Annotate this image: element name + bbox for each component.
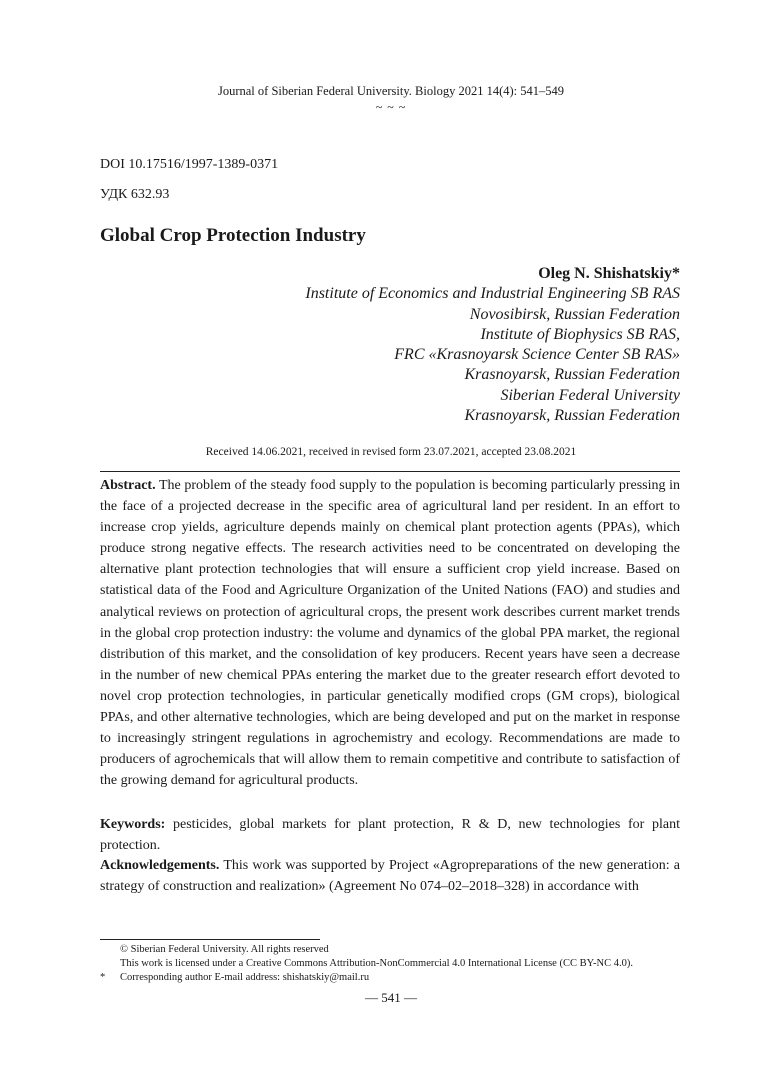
journal-header: Journal of Siberian Federal University. Biology 2021 14(4): 541–549: [217, 84, 564, 98]
header-ornament: ~ ~ ~: [375, 100, 407, 114]
affiliation-line: Novosibirsk, Russian Federation: [469, 305, 680, 323]
affiliation-line: Institute of Biophysics SB RAS,: [480, 325, 680, 343]
divider: [100, 471, 680, 472]
affiliation-line: Krasnoyarsk, Russian Federation: [464, 366, 680, 384]
footnote-license: This work is licensed under a Creative Commons Attribution-NonCommercial 4.0 International License (CC BY-NC 4.0).: [120, 958, 633, 969]
footnote-copyright: [100, 943, 329, 956]
affiliation-line: Siberian Federal University: [500, 386, 680, 404]
article-title: Global Crop Protection Industry: [100, 225, 366, 246]
affiliation-line: Krasnoyarsk, Russian Federation: [464, 407, 680, 425]
keywords-label: Keywords:: [100, 817, 166, 832]
author-block: [305, 264, 680, 426]
footnote-corresponding: [100, 971, 369, 984]
keywords-paragraph: [100, 814, 680, 856]
abstract-paragraph: [100, 475, 680, 791]
received-dates: Received 14.06.2021, received in revised form 23.07.2021, accepted 23.08.2021: [205, 446, 577, 458]
doi[interactable]: DOI 10.17516/1997-1389-0371: [100, 157, 279, 172]
acknowledgements-label: Acknowledgements.: [100, 858, 220, 873]
corresponding-email-text: Corresponding author E-mail address: shishatskiy@mail.ru: [120, 972, 370, 983]
acknowledgements-text: This work was supported by Project «Agropreparations of the new generation: a strategy of construction and realization» (Agreement No 074–02–2018–328) in accordance with: [100, 858, 681, 895]
page-number: — 541 —: [365, 990, 417, 1005]
udk-code: УДК 632.93: [100, 187, 170, 202]
keywords-text: pesticides, global markets for plant protection, R & D, new technologies for plant protection.: [100, 817, 680, 854]
footnote-divider: [100, 939, 320, 940]
affiliation-line: FRC «Krasnoyarsk Science Center SB RAS»: [394, 346, 680, 364]
copyright-text: © Siberian Federal University. All rights reserved: [120, 944, 329, 955]
abstract-label: Abstract.: [100, 478, 156, 493]
abstract-text: The problem of the steady food supply to the population is becoming particularly pressing in the face of a projected decrease in the specific area of agricultural land per resident. In an effort to increase crop yields, agriculture depends mainly on chemical plant protection agents (PPAs), which produce strong negative effects. The research activities need to be concentrated on developing the alternative plant protection technologies that will ensure a sufficient crop yield increase. Based on statistical data of the Food and Agriculture Organization of the United Nations (FAO) and studies and analytical reviews on protection of agricultural crops, the present work describes current market trends in the global crop protection industry: the volume and dynamics of the global PPA market, the regional distribution of this market, and the consolidation of key producers. Recent years have seen a decrease in the number of new chemical PPAs entering the market due to the greater research effort devoted to novel crop protection technologies, in particular genetically modified crops (GM crops), biological PPAs, and other alternative technologies, which are being developed and put on the market in response to increasingly stringent regulations in agrochemistry and ecology. Recommendations are made to producers of agrochemicals that will allow them to remain competitive and contribute to satisfaction of the growing demand for agricultural products.: [100, 478, 681, 789]
affiliation-line: Institute of Economics and Industrial Engineering SB RAS: [305, 285, 680, 303]
footnote-marker: *: [100, 972, 106, 983]
author-name: Oleg N. Shishatskiy*: [538, 265, 680, 282]
acknowledgements-paragraph: [100, 855, 680, 897]
